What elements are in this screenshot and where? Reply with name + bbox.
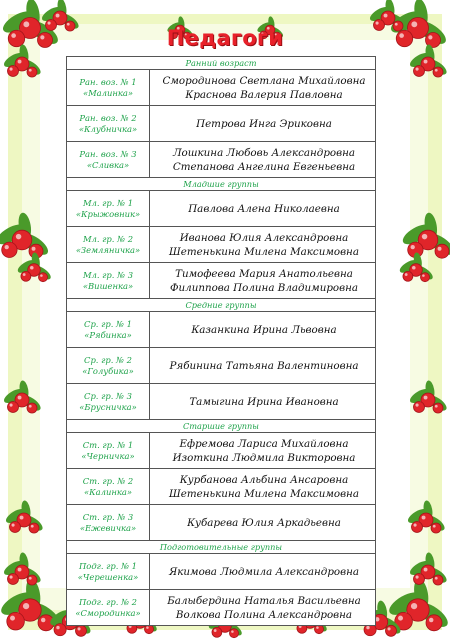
group-row [67, 384, 376, 420]
teacher-name: Тимофеева Мария Анатольевна [175, 267, 353, 280]
section-heading-row [67, 541, 376, 554]
berry-decoration [433, 67, 443, 77]
berry-decoration [414, 402, 425, 413]
group-name: «Смородинка» [75, 607, 141, 618]
berry-highlight [30, 266, 34, 270]
berry-highlight [56, 626, 59, 629]
berry-highlight [429, 618, 433, 622]
berry-highlight [16, 234, 21, 239]
section-heading: Ранний возраст [67, 57, 376, 70]
group-name: «Калинка» [84, 486, 132, 497]
group-row [67, 263, 376, 299]
berry-decoration [315, 625, 324, 634]
teacher-name: Лошкина Любовь Александровна [172, 146, 356, 159]
berry-highlight [41, 618, 45, 622]
berry-highlight [435, 577, 438, 580]
group-row [67, 590, 376, 626]
berry-highlight [214, 629, 217, 632]
berry-decoration [403, 271, 413, 281]
group-cell [67, 505, 150, 541]
group-cell [67, 106, 150, 142]
group-cell [67, 469, 150, 505]
group-cell [67, 433, 150, 469]
berry-decoration [7, 612, 25, 630]
teachers-cell [150, 106, 376, 142]
section-heading-row [67, 299, 376, 312]
group-cell [67, 263, 150, 299]
berry-decoration [29, 523, 39, 533]
berry-highlight [32, 247, 36, 251]
berry-highlight [10, 68, 13, 71]
berry-decoration [212, 627, 222, 637]
berry-highlight [31, 525, 34, 528]
teachers-cell [150, 312, 376, 348]
berry-highlight [146, 626, 149, 629]
berry-highlight [411, 603, 417, 609]
teacher-name: Краснова Валерия Павловна [185, 88, 343, 101]
berry-highlight [388, 627, 391, 630]
group-number: Ст. гр. № 2 [82, 476, 134, 486]
berry-highlight [29, 577, 32, 580]
group-name: «Сливка» [86, 159, 130, 170]
berry-decoration [8, 402, 19, 413]
teacher-name: Иванова Юлия Александровна [179, 231, 349, 244]
group-cell [67, 70, 150, 106]
berry-decoration [27, 575, 37, 585]
group-number: Ср. гр. № 3 [84, 391, 132, 401]
berry-decoration [435, 244, 449, 258]
berry-highlight [438, 247, 442, 251]
group-name: «Черешенка» [77, 571, 139, 582]
group-cell [67, 312, 150, 348]
berry-highlight [48, 22, 51, 25]
berry-highlight [18, 60, 22, 64]
berry-highlight [416, 404, 419, 407]
berry-highlight [29, 69, 32, 72]
teacher-name: Шетенькина Милена Максимовна [169, 245, 359, 258]
teacher-name: Рябинина Татьяна Валентиновна [169, 359, 359, 372]
teacher-name: Казанкина Ирина Львовна [191, 323, 337, 336]
teachers-cell [150, 142, 376, 178]
berry-decoration [8, 574, 19, 585]
teachers-cell [150, 384, 376, 420]
berry-highlight [435, 69, 438, 72]
group-cell [67, 554, 150, 590]
berry-highlight [424, 60, 428, 64]
berry-highlight [78, 627, 81, 630]
berry-highlight [20, 516, 24, 520]
berry-highlight [40, 274, 43, 277]
group-row [67, 191, 376, 227]
berry-decoration [414, 574, 425, 585]
group-row [67, 433, 376, 469]
group-row [67, 554, 376, 590]
teachers-cell [150, 263, 376, 299]
group-name: «Земляничка» [75, 244, 141, 255]
berry-highlight [416, 576, 419, 579]
berry-decoration [2, 242, 17, 257]
teacher-name: Волкова Полина Александровна [175, 608, 353, 621]
group-cell [67, 142, 150, 178]
berry-highlight [10, 616, 15, 621]
berry-decoration [8, 66, 19, 77]
teachers-cell [150, 348, 376, 384]
teacher-name: Кубарева Юлия Аркадьевна [187, 516, 341, 529]
berry-decoration [433, 575, 443, 585]
group-name: «Голубика» [82, 365, 134, 376]
berry-highlight [424, 396, 428, 400]
teachers-cell [150, 433, 376, 469]
group-cell [67, 590, 150, 626]
berry-highlight [433, 525, 436, 528]
section-heading-row [67, 420, 376, 433]
group-name: «Ежевичка» [79, 522, 137, 533]
berry-decoration [76, 625, 87, 636]
teacher-name: Изоткина Людмила Викторовна [172, 451, 356, 464]
group-number: Ран. воз. № 1 [79, 77, 137, 87]
berry-decoration [386, 625, 397, 636]
group-row [67, 348, 376, 384]
teacher-name: Балыбердина Наталья Васильевна [167, 594, 361, 607]
teachers-cell [150, 554, 376, 590]
teachers-cell [150, 590, 376, 626]
berry-decoration [39, 273, 48, 282]
teacher-name: Тамыгина Ирина Ивановна [189, 395, 339, 408]
teachers-cell [150, 227, 376, 263]
teacher-name: Павлова Алена Николаевна [188, 202, 340, 215]
group-number: Подг. гр. № 1 [78, 561, 138, 571]
teachers-cell [150, 469, 376, 505]
section-heading: Подготовительные группы [67, 541, 376, 554]
group-number: Мл. гр. № 1 [82, 198, 134, 208]
berry-decoration [431, 523, 441, 533]
group-number: Ст. гр. № 1 [82, 440, 134, 450]
group-cell [67, 348, 150, 384]
group-name: «Клубничка» [78, 123, 138, 134]
berry-highlight [12, 524, 15, 527]
group-number: Ран. воз. № 3 [79, 149, 137, 159]
group-cell [67, 227, 150, 263]
teacher-name: Курбанова Альбина Ансаровна [179, 473, 349, 486]
berry-highlight [10, 576, 13, 579]
berry-highlight [411, 245, 415, 249]
berry-highlight [56, 14, 60, 18]
berry-decoration [27, 67, 37, 77]
group-row [67, 227, 376, 263]
berry-decoration [412, 522, 423, 533]
berry-highlight [376, 22, 379, 25]
group-name: «Черничка» [81, 450, 135, 461]
berry-highlight [5, 245, 9, 249]
group-name: «Рябинка» [84, 329, 132, 340]
teachers-cell [150, 191, 376, 227]
group-name: «Брусничка» [79, 401, 137, 412]
section-heading: Средние группы [67, 299, 376, 312]
section-heading-row [67, 57, 376, 70]
berry-decoration [145, 625, 154, 634]
berry-decoration [421, 273, 430, 282]
group-row [67, 142, 376, 178]
group-name: «Крыжовник» [75, 208, 141, 219]
group-row [67, 312, 376, 348]
teacher-name: Петрова Инга Эриковна [196, 117, 332, 130]
berry-highlight [18, 568, 22, 572]
berry-decoration [10, 522, 21, 533]
group-name: «Вишенка» [82, 280, 134, 291]
teacher-name: Степанова Ангелина Евгеньевна [172, 160, 356, 173]
berry-decoration [433, 403, 443, 413]
berry-decoration [426, 615, 442, 631]
teacher-name: Якимова Людмила Александровна [168, 565, 360, 578]
group-number: Подг. гр. № 2 [78, 597, 138, 607]
berry-highlight [416, 68, 419, 71]
berry-highlight [231, 630, 234, 633]
group-number: Мл. гр. № 2 [82, 234, 134, 244]
teachers-cell [150, 70, 376, 106]
berry-highlight [29, 405, 32, 408]
berry-decoration [414, 66, 425, 77]
berry-highlight [384, 14, 388, 18]
teacher-name: Шетенькина Милена Максимовна [169, 487, 359, 500]
berry-highlight [398, 616, 403, 621]
group-name: «Малинка» [82, 87, 134, 98]
berry-highlight [366, 626, 369, 629]
berry-highlight [412, 266, 416, 270]
teachers-cell [150, 505, 376, 541]
group-row [67, 469, 376, 505]
group-cell [67, 191, 150, 227]
group-row [67, 70, 376, 106]
section-heading: Младшие группы [67, 178, 376, 191]
berry-highlight [435, 405, 438, 408]
teacher-name: Смородинова Светлана Михайловна [162, 74, 366, 87]
group-number: Ср. гр. № 1 [84, 319, 132, 329]
berry-decoration [27, 403, 37, 413]
page-title: Педагоги [166, 26, 284, 50]
group-number: Ср. гр. № 2 [84, 355, 132, 365]
berry-highlight [424, 568, 428, 572]
group-cell [67, 384, 150, 420]
teacher-name: Филиппова Полина Владимировна [169, 281, 359, 294]
berry-decoration [54, 624, 66, 636]
berry-highlight [23, 273, 26, 276]
section-heading: Старшие группы [67, 420, 376, 433]
group-number: Ст. гр. № 3 [82, 512, 134, 522]
berry-highlight [10, 404, 13, 407]
berry-highlight [23, 603, 29, 609]
section-heading-row [67, 178, 376, 191]
berry-highlight [422, 274, 425, 277]
group-row [67, 106, 376, 142]
berry-decoration [230, 629, 239, 638]
berry-decoration [21, 271, 31, 281]
berry-highlight [316, 626, 319, 629]
berry-highlight [422, 516, 426, 520]
teachers-table [66, 56, 376, 626]
berry-highlight [422, 234, 427, 239]
group-row [67, 505, 376, 541]
group-number: Ран. воз. № 2 [79, 113, 137, 123]
berry-highlight [405, 273, 408, 276]
teacher-name: Ефремова Лариса Михайловна [179, 437, 349, 450]
berry-highlight [18, 396, 22, 400]
berry-highlight [414, 524, 417, 527]
group-number: Мл. гр. № 3 [82, 270, 134, 280]
